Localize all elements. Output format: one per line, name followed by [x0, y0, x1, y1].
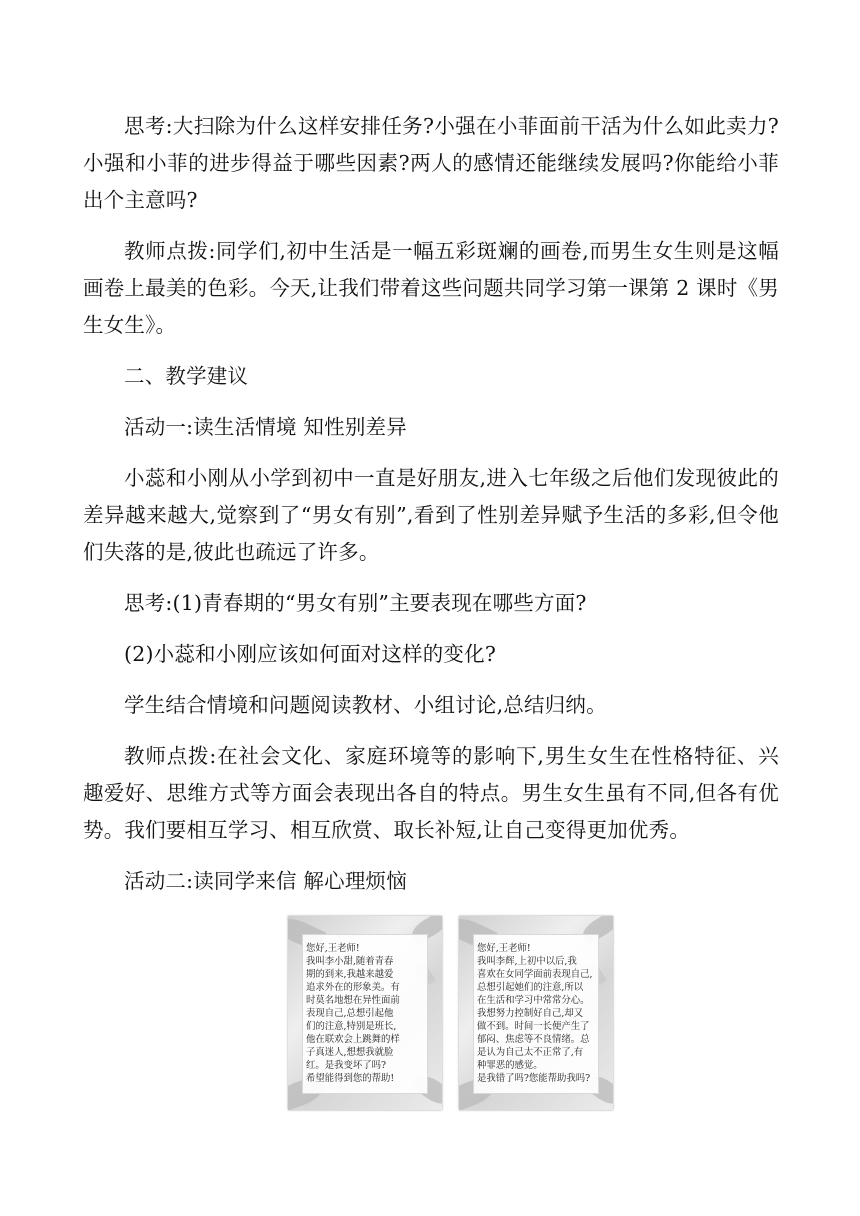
paragraph-question-2: (2)小蕊和小刚应该如何面对这样的变化?	[124, 642, 497, 666]
letter-line: 总想引起她们的注意,所以	[477, 982, 584, 993]
paragraph-scenario: 小蕊和小刚从小学到初中一直是好朋友,进入七年级之后他们发现彼此的差异越来越大,觉察到了“男女有别”,看到了性别差异赋予生活的多彩,但令他们失落的是,彼此也疏远了许多。	[83, 466, 779, 564]
letter-line: 您好,王老师!	[306, 943, 360, 954]
letter-card-li-xiaotian	[288, 916, 442, 1110]
activity-two-heading: 活动二:读同学来信 解心理烦恼	[124, 869, 407, 893]
letter-line: 种罪恶的感觉。	[477, 1060, 543, 1071]
letter-line: 我叫李小甜,随着青春	[306, 956, 394, 967]
letter-line: 您好,王老师!	[477, 943, 531, 954]
letter-line: 期的到来,我越来越爱	[306, 969, 394, 980]
letter-line: 子真迷人,想想我就脸	[306, 1047, 394, 1058]
letter-line: 我叫李辉,上初中以后,我	[477, 956, 577, 967]
letter-line: 时莫名地想在异性面前	[306, 995, 400, 1006]
letter-line: 郁闷、焦虑等不良情绪。总	[477, 1034, 590, 1045]
paragraph-think-cleaning: 思考:大扫除为什么这样安排任务?小强在小菲面前干活为什么如此卖力?小强和小菲的进步得益于哪些因素?两人的感情还能继续发展吗?你能给小菲出个主意吗?	[83, 114, 779, 212]
letter-line: 红。是我变坏了吗?	[306, 1060, 387, 1071]
letter-line: 做不到。时间一长便产生了	[477, 1021, 590, 1032]
letter-text	[477, 942, 599, 1085]
letter-line: 他在联欢会上跳舞的样	[306, 1034, 400, 1045]
paragraph-teacher-guide-differences: 教师点拨:在社会文化、家庭环境等的影响下,男生女生在性格特征、兴趣爱好、思维方式等方面会表现出各自的特点。男生女生虽有不同,但各有优势。我们要相互学习、相互欣赏、取长补短,让自己变得更加优秀。	[83, 744, 779, 842]
letter-line: 是认为自己太不正常了,有	[477, 1047, 584, 1058]
letters-figure	[288, 916, 613, 1110]
paragraph-teacher-guide-intro: 教师点拨:同学们,初中生活是一幅五彩斑斓的画卷,而男生女生则是这幅画卷上最美的色彩。今天,让我们带着这些问题共同学习第一课第 2 课时《男生女生》。	[83, 239, 779, 337]
paragraph-question-1: 思考:(1)青春期的“男女有别”主要表现在哪些方面?	[124, 591, 587, 615]
letter-line: 我想努力控制好自己,却又	[477, 1008, 584, 1019]
letter-line: 们的注意,特别是班长,	[306, 1021, 397, 1032]
letter-line: 喜欢在女同学面前表现自己,	[477, 969, 593, 980]
paragraph-student-task: 学生结合情境和问题阅读教材、小组讨论,总结归纳。	[124, 693, 607, 717]
document-body	[83, 108, 779, 914]
letter-card-li-hui	[459, 916, 613, 1110]
letter-text	[306, 942, 428, 1085]
letter-line: 希望能得到您的帮助!	[306, 1073, 395, 1084]
letter-line: 表现自己,总想引起他	[306, 1008, 394, 1019]
letter-line: 追求外在的形象美。有	[306, 982, 400, 993]
letter-line: 是我错了吗?您能帮助我吗?	[477, 1073, 591, 1084]
activity-one-heading: 活动一:读生活情境 知性别差异	[124, 415, 407, 439]
section-heading-teaching-suggestions: 二、教学建议	[124, 364, 249, 388]
letter-line: 在生活和学习中常常分心。	[477, 995, 590, 1006]
